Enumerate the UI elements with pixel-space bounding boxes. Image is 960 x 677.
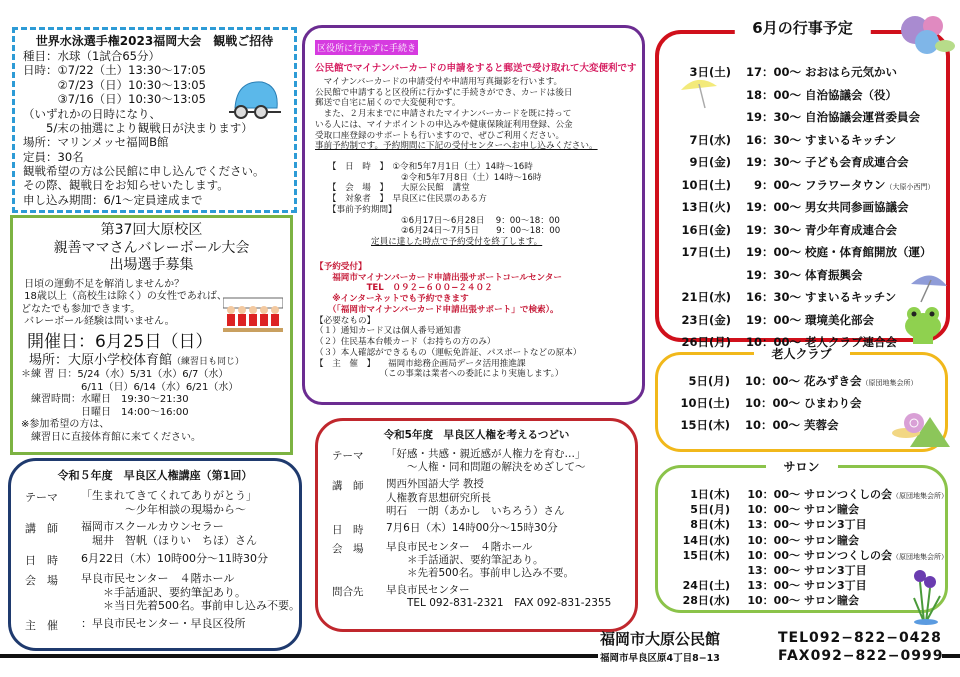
place-note: （練習日も同じ） (172, 356, 245, 367)
schedule-event-name: 自治協議会運営委員会 (805, 110, 920, 124)
schedule-event-name: おおはら元気かい (805, 65, 897, 79)
schedule-row (669, 109, 946, 132)
schedule-row (668, 486, 948, 501)
detail-line: ＊先着500名。事前申し込み不要。 (386, 567, 575, 579)
schedule-row (668, 373, 945, 395)
schedule-event-name: サロン3丁目 (804, 518, 867, 532)
text-line: その際、観戦日をお知らせいたします。 (23, 178, 229, 193)
schedule-row (669, 132, 946, 155)
my-number-card-box (302, 25, 645, 405)
schedule-time: 10：00〜 (744, 418, 800, 432)
schedule-time: 16：30〜 (745, 132, 801, 147)
text-line: 観戦希望の方は公民館に申し込んでください。 (23, 164, 265, 178)
schedule-date: 10日(土) (681, 177, 731, 192)
text-line: 日頃の運動不足を解消しませんか？ (21, 278, 185, 290)
schedule-event-location: （原団地集会所） (861, 379, 918, 387)
capacity-note: 定員に達した時点で予約受付を終了します。 (371, 237, 543, 248)
detail-label: 問合先 (332, 586, 364, 599)
schedule-event (805, 334, 897, 357)
schedule-time: 10：00〜 (747, 488, 800, 501)
detail-label: 講 師 (25, 522, 58, 536)
text-line: TEL ０９２−６００−２４０２ (315, 283, 493, 294)
community-center-tel: TEL092−822−0428 (778, 630, 942, 646)
schedule-row (668, 532, 945, 547)
schedule-time: 19：00〜 (745, 200, 801, 214)
senior-club-title: 老人クラブ (753, 345, 849, 362)
schedule-date: 15日(木) (682, 548, 730, 562)
text-line: （２）住民基本台帳カード（お持ちの方のみ） (315, 337, 496, 348)
detail-row (25, 520, 285, 548)
schedule-date: 16日(金) (681, 222, 731, 237)
text-line: ②6月24日〜7月5日 9：00〜18：00 (315, 226, 561, 237)
text-line: 日曜日 14:00〜16:00 (21, 406, 189, 418)
my-number-reservation-note: 事前予約制です。予約期間に下記の受付センターへお申し込みください。 (315, 141, 598, 152)
text-line: （１）通知カード又は個人番号通知書 (315, 326, 462, 337)
text-line: ＊練 習 日：5/24（水）5/31（水）6/7（水） (21, 369, 229, 380)
volleyball-team-illustration (223, 296, 283, 334)
schedule-date: 26日(月) (681, 335, 731, 349)
text-line: 出場選手募集 (109, 257, 194, 273)
volleyball-date: 開催日：6月25日（日） (27, 331, 213, 352)
swim-details (23, 49, 286, 207)
text-line: 種目：水球（1試合65分） (23, 49, 160, 63)
schedule-date: 5日(月) (690, 503, 730, 517)
senior-club-box (655, 347, 948, 452)
schedule-time: 10：00〜 (747, 503, 800, 517)
schedule-date: 28日(水) (682, 594, 730, 608)
text-line: 【 主 催 】 福岡市総務企画局データ活用推進課 (315, 358, 526, 369)
lecture-title: 令和５年度 早良区人権講座（第1回） (57, 469, 253, 482)
salon-box (655, 460, 948, 613)
schedule-event-name: すまいるキッチン (805, 290, 897, 304)
text-line: 郵送で自宅に届くので大変便利です。 (315, 98, 461, 109)
required-items (315, 316, 632, 380)
detail-row (25, 552, 285, 568)
schedule-event (805, 267, 863, 290)
my-number-headline: 公民館でマイナンバーカードの申請をすると郵送で受け取れて大変便利です (315, 63, 637, 74)
schedule-time: 19：30〜 (745, 155, 801, 169)
text-line: 場所：マリンメッセ福岡B館 (23, 135, 169, 150)
text-line: 第37回大原校区 (100, 222, 203, 238)
schedule-event (805, 289, 896, 312)
schedule-row (668, 592, 945, 607)
schedule-event-name: サロンつくしの会 (804, 548, 892, 562)
text-line: 18歳以上（高校生は除く）の女性であれば、 (21, 291, 227, 302)
schedule-event (804, 562, 867, 577)
text-line: ※参加希望の方は、 (21, 419, 110, 430)
schedule-row (669, 334, 946, 357)
text-line: マイナンバーカードの申請受付や申請用写真撮影を行います。 (315, 76, 563, 87)
text-line: 受取口座登録のサポートも行いますので、ぜひご利用ください。 (315, 130, 565, 141)
text-line: 福岡市マイナンバーカード申請出張サポートコールセンター (315, 272, 562, 283)
schedule-date: 17日(土) (681, 245, 731, 259)
schedule-event (804, 417, 839, 439)
text-line: （３）本人確認ができるもの（運転免許証、パスポートなどの原本） (315, 347, 582, 358)
salon-title: サロン (765, 458, 837, 475)
schedule-date: 3日(土) (689, 65, 731, 79)
human-rights-gathering-box (315, 418, 638, 632)
schedule-time: 13：00〜 (747, 518, 800, 532)
schedule-time: 19：30〜 (745, 110, 801, 124)
schedule-event-name: 芙蓉会 (804, 418, 839, 432)
detail-line: 明石 一朗（あかし いちろう）さん (386, 504, 565, 517)
schedule-row (669, 312, 946, 335)
detail-line: ＊手話通訳、要約筆記あり。 (81, 585, 246, 599)
detail-label: 日 時 (332, 523, 364, 536)
schedule-event (805, 109, 920, 132)
schedule-row (668, 547, 948, 562)
text-line: （この事業は業者への委託により実施します。） (315, 369, 564, 380)
schedule-event-location: （大原小西門） (885, 182, 935, 191)
salon-list (658, 468, 948, 608)
schedule-event (804, 373, 918, 395)
schedule-date: 21日(水) (681, 290, 731, 304)
detail-line: 早良市民センター ４階ホール (81, 571, 235, 585)
community-center-fax: FAX092−822−0999 (778, 648, 944, 664)
detail-row (332, 541, 621, 580)
schedule-event (805, 177, 935, 200)
schedule-event (804, 501, 859, 516)
detail-line: 福岡市スクールカウンセラー (81, 520, 224, 534)
text-line: バレーボール経験は問いません。 (21, 316, 175, 327)
schedule-time: 13：00〜 (747, 579, 800, 593)
schedule-time: 17：00〜 (745, 65, 801, 79)
detail-line: 堀井 智帆（ほりい ちほ）さん (81, 534, 257, 547)
text-line: 【 会 場 】 大原公民館 講堂 (315, 183, 470, 194)
schedule-date: 24日(土) (682, 579, 730, 593)
text-line: ②7/23（日）10:30〜13:05 (23, 77, 206, 92)
detail-value (81, 489, 257, 517)
schedule-row (669, 244, 946, 267)
schedule-event-name: 校庭・体育館開放（運） (805, 245, 932, 259)
text-line: 5/末の抽選により観戦日が決まります） (23, 120, 253, 135)
detail-line: ：早良市民センター・早良区役所 (81, 617, 246, 630)
schedule-time: 13：00〜 (747, 563, 800, 577)
schedule-row (668, 417, 945, 439)
detail-row (25, 489, 285, 517)
schedule-event-name: 老人クラブ連合会 (805, 335, 897, 349)
schedule-event-name: フラワータウン (805, 177, 886, 192)
detail-value (81, 617, 246, 633)
june-schedule-title: 6月の行事予定 (734, 17, 870, 38)
schedule-event-name: ひまわり会 (804, 396, 862, 410)
lecture-details (25, 488, 300, 633)
my-number-tag: 区役所に行かずに手続き (315, 40, 418, 55)
community-center-name: 福岡市大原公民館 (600, 630, 721, 648)
text-line: 親善ママさんバレーボール大会 (53, 239, 250, 256)
schedule-event (804, 577, 867, 592)
text-line: いる人には、マイナポイントの申込みや健康保険証利用登録、公金 (315, 119, 573, 130)
detail-line: TEL 092-831-2321 FAX 092-831-2355 (386, 597, 612, 610)
schedule-row (668, 516, 945, 531)
schedule-event-name: サロン瞳会 (804, 533, 859, 547)
schedule-date: 8日(木) (690, 518, 730, 532)
schedule-event-name: 青少年育成連合会 (805, 222, 897, 237)
schedule-date: 5日(月) (688, 374, 730, 388)
schedule-event (805, 154, 909, 177)
volleyball-place (29, 353, 282, 369)
schedule-event (805, 132, 896, 155)
schedule-row (669, 289, 946, 312)
detail-line: 「好感・共感・親近感が人権力を育む…」 (386, 448, 586, 461)
schedule-row (669, 64, 946, 87)
schedule-time: 18：00〜 (745, 87, 801, 102)
schedule-row (669, 177, 946, 200)
schedule-event (805, 87, 897, 110)
schedule-event (805, 199, 909, 222)
volleyball-practice (21, 369, 282, 444)
schedule-date (669, 267, 731, 290)
text-line: 【事前予約期間】 (315, 204, 397, 215)
community-center-address: 福岡市早良区原4丁目8−13 (600, 653, 720, 664)
detail-value (386, 584, 611, 610)
schedule-event-name: サロン瞳会 (804, 594, 859, 608)
gathering-title: 令和5年度 早良区人権を考えるつどい (383, 429, 570, 441)
detail-value (386, 478, 565, 517)
text-line: ※インターネットでも予約できます (315, 294, 469, 305)
schedule-event-name: すまいるキッチン (805, 132, 897, 147)
schedule-event-name: 体育振興会 (805, 267, 863, 282)
schedule-event-name: 環境美化部会 (805, 312, 874, 327)
schedule-row (669, 154, 946, 177)
schedule-time: 19：00〜 (745, 245, 801, 259)
gathering-details (332, 448, 621, 610)
schedule-date: 1日(木) (690, 488, 730, 501)
detail-label: 会 場 (25, 573, 58, 587)
schedule-event-name: 男女共同参画協議会 (805, 200, 909, 214)
place-text: 場所：大原小学校体育館 (29, 352, 173, 368)
detail-label: 日 時 (25, 553, 58, 567)
detail-value (81, 520, 257, 548)
text-line: また、２月末までに申請されたマイナンバーカードを既に持って (315, 109, 572, 120)
detail-label: テーマ (332, 450, 364, 463)
detail-line: 早良市民センター (386, 584, 470, 597)
schedule-event (804, 486, 948, 501)
detail-row (332, 478, 621, 517)
hydrangea-icon (899, 12, 955, 58)
schedule-time: 10：00〜 (745, 335, 801, 349)
volleyball-title (21, 222, 282, 275)
schedule-event (805, 244, 932, 267)
text-line: ①6月17日〜6月28日 9：00〜18：00 (315, 215, 560, 226)
text-line: 【予約受付】 (315, 261, 367, 272)
schedule-date: 14日(水) (682, 533, 730, 547)
text-line: ②令和5年7月8日（土）14時〜16時 (315, 172, 542, 183)
schedule-time: 10：00〜 (744, 374, 800, 388)
schedule-date: 15日(木) (680, 418, 730, 432)
text-line: 定員：30名 (23, 149, 84, 164)
schedule-date: 10日(土) (680, 396, 730, 410)
human-rights-lecture-box (8, 458, 302, 651)
detail-line: 6月22日（木）10時00分〜11時30分 (81, 551, 268, 565)
detail-row (25, 617, 285, 633)
text-line: 【必要なもの】 (315, 315, 376, 326)
text-line: 【 対象者 】 早良区に住民票のある方 (315, 194, 487, 205)
schedule-row (668, 577, 945, 592)
schedule-date: 13日(火) (681, 200, 731, 214)
detail-label: 会 場 (332, 542, 364, 555)
schedule-time: 16：30〜 (745, 290, 801, 304)
schedule-event (804, 547, 948, 562)
schedule-time: 19：00〜 (745, 312, 801, 327)
detail-label: 主 催 (25, 619, 58, 632)
text-line: 練習日に直接体育館に来てください。 (21, 431, 201, 443)
schedule-event (804, 592, 859, 607)
schedule-event (804, 516, 867, 531)
schedule-date (668, 562, 730, 577)
schedule-event-location: （原団地集会所） (892, 552, 948, 561)
detail-line: 人権教育思想研究所長 (386, 491, 491, 504)
schedule-row (668, 562, 945, 577)
detail-line: ＊手話通訳、要約筆記あり。 (386, 553, 544, 566)
detail-line: 「生まれてきてくれてありがとう」 (81, 488, 257, 502)
detail-label: テーマ (25, 490, 58, 504)
text-line: 練習時間：水曜日 19:30〜21:30 (21, 394, 189, 405)
detail-line: 〜少年相談の現場から〜 (81, 502, 246, 516)
schedule-row (669, 267, 946, 290)
schedule-event-name: サロン3丁目 (804, 579, 867, 593)
schedule-event-name: 子ども会育成連合会 (805, 155, 909, 169)
footer-rule (0, 654, 598, 658)
text-line: （「福岡市マイナンバーカード申請出張サポート」で検索）。 (315, 304, 559, 315)
schedule-event (804, 395, 862, 417)
detail-value (81, 572, 300, 613)
schedule-time: 10：00〜 (744, 396, 800, 410)
detail-value (386, 541, 574, 580)
detail-row (332, 584, 621, 610)
schedule-date (669, 109, 731, 132)
schedule-event-name: 花みずき会 (804, 374, 862, 388)
schedule-event (804, 532, 859, 547)
detail-line: 早良市民センター ４階ホール (386, 540, 533, 553)
schedule-time: 10：00〜 (747, 548, 800, 562)
schedule-date: 7日(水) (689, 132, 731, 147)
text-line: ③7/16（日）10:30〜13:05 (23, 92, 206, 107)
text-line: 公民館で申請すると区役所に行かずに手続きができ、カードは後日 (315, 87, 573, 98)
detail-line: 7月6日（木）14時00分〜15時30分 (386, 521, 558, 534)
my-number-body (315, 77, 632, 141)
schedule-row (669, 199, 946, 222)
text-line: 6/11（日）6/14（水）6/21（水） (21, 381, 239, 393)
text-line: （いずれかの日時になり、 (23, 106, 161, 121)
schedule-event-location: （原団地集会所） (892, 492, 948, 500)
detail-line: ＊当日先着500名。事前申し込み不要。 (81, 599, 300, 613)
text-line: どなたでも参加できます。 (21, 303, 141, 315)
schedule-event-name: サロン瞳会 (804, 503, 859, 517)
detail-line: 〜人権・同和問題の解決をめざして〜 (386, 461, 586, 474)
swim-invitation-box (12, 27, 297, 213)
schedule-event-name: サロン3丁目 (804, 563, 867, 577)
schedule-time: 10：00〜 (747, 533, 800, 547)
schedule-event (805, 64, 897, 87)
swim-title: 世界水泳選手権2023福岡大会 観戦ご招待 (35, 34, 274, 48)
detail-label: 講 師 (332, 480, 364, 493)
detail-value (81, 552, 268, 568)
schedule-row (669, 87, 946, 110)
schedule-date: 9日(金) (689, 155, 731, 169)
schedule-event (805, 222, 897, 245)
schedule-row (669, 222, 946, 245)
schedule-event-name: サロンつくしの会 (804, 488, 892, 501)
text-line: 【 日 時 】 ①令和5年7月1日（土）14時〜16時 (315, 162, 533, 173)
text-line: 日時：①7/22（土）13:30〜17:05 (23, 63, 206, 78)
schedule-time: 19：30〜 (745, 267, 801, 282)
schedule-time: 10：00〜 (747, 594, 800, 608)
detail-value (386, 522, 558, 537)
schedule-date (669, 87, 731, 110)
june-schedule-box (655, 19, 950, 349)
detail-row (332, 522, 621, 537)
senior-club-list (658, 355, 945, 439)
footer-rule-right (942, 654, 960, 658)
schedule-time: 19：30〜 (745, 222, 801, 237)
text-line: 申し込み期間：6/1〜定員達成まで (23, 192, 203, 207)
june-schedule-list (659, 34, 946, 357)
schedule-event-name: 自治協議会（役） (805, 87, 897, 102)
schedule-row (668, 395, 945, 417)
detail-row (332, 448, 621, 474)
schedule-event (805, 312, 874, 335)
schedule-row (668, 501, 945, 516)
detail-line: 関西外国語大学 教授 (386, 478, 484, 491)
schedule-time: 9：00〜 (753, 177, 801, 192)
volleyball-recruitment-box (10, 215, 293, 455)
schedule-date: 23日(金) (681, 312, 731, 327)
detail-value (386, 448, 586, 474)
swim-cap-goggles-icon (227, 78, 285, 123)
my-number-schedule (315, 162, 632, 237)
reservation-center (315, 262, 632, 316)
detail-row (25, 571, 300, 613)
